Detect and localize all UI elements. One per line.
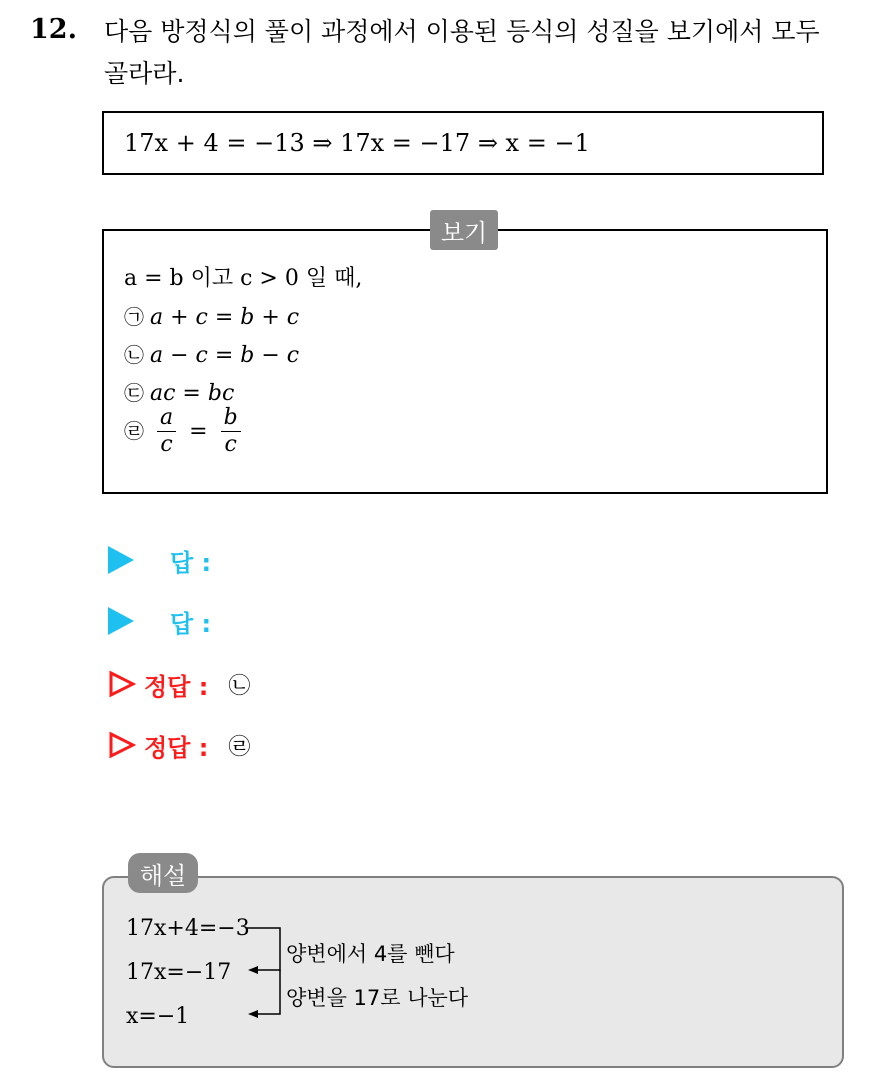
answer-row-1 [108, 540, 231, 580]
correct-answer-row-1 [108, 664, 250, 704]
circled-rieul-mark: ㉣ [124, 418, 144, 443]
bogi-item-4 [124, 405, 241, 458]
explanation-note-1: 양변에서 4를 뺀다 [286, 942, 455, 966]
outline-triangle-icon [108, 731, 136, 759]
explanation-line-1: 17x+4=−3 [126, 916, 250, 941]
answer-row-2 [108, 601, 231, 641]
explanation-line-3: x=−1 [126, 1004, 190, 1029]
play-triangle-icon [108, 607, 134, 635]
fraction-b-over-c: $\frac{b}{c}$ [221, 405, 241, 458]
fraction-a-over-c: $\frac{a}{c}$ [157, 405, 176, 458]
bogi-condition: a = b 이고 c > 0 일 때, [124, 266, 363, 291]
outline-triangle-icon [108, 670, 136, 698]
bogi-item-1 [124, 301, 299, 330]
answer-label: 답 : [170, 609, 212, 638]
play-triangle-icon [108, 546, 134, 574]
correct-answer-label: 정답 : [144, 672, 209, 701]
equation-box [102, 111, 824, 175]
equals-sign: = [189, 419, 208, 444]
bogi-item-2 [124, 339, 299, 368]
explanation-line-2: 17x=−17 [126, 960, 232, 985]
bogi-item-3-expr: ac = bc [150, 381, 235, 406]
bogi-tab: 보기 [430, 210, 498, 250]
correct-answer-row-2 [108, 725, 250, 765]
explanation-box [102, 876, 844, 1068]
question-text-line1: 다음 방정식의 풀이 과정에서 이용된 등식의 성질을 보기에서 모두 [104, 17, 820, 46]
correct-answer-value: ㉡ [228, 673, 251, 699]
bogi-item-1-expr: a + c = b + c [150, 305, 300, 330]
circled-digeut-mark: ㉢ [124, 381, 144, 405]
circled-giyeok-mark: ㉠ [124, 305, 144, 329]
circled-nieun-mark: ㉡ [124, 343, 144, 367]
explanation-note-2: 양변을 17로 나눈다 [286, 986, 469, 1010]
equation-text: 17x + 4 = −13 ⇒ 17x = −17 ⇒ x = −1 [124, 129, 590, 157]
bogi-box [102, 229, 828, 494]
bogi-item-2-expr: a − c = b − c [150, 343, 300, 368]
explanation-tab: 해설 [128, 853, 198, 893]
question-number: 12. [30, 14, 77, 45]
bogi-item-3 [124, 377, 234, 406]
step-arrows [244, 922, 288, 1032]
correct-answer-value: ㉣ [228, 734, 251, 760]
correct-answer-label: 정답 : [144, 733, 209, 762]
answer-label: 답 : [170, 548, 212, 577]
question-text-line2: 골라라. [104, 59, 185, 88]
